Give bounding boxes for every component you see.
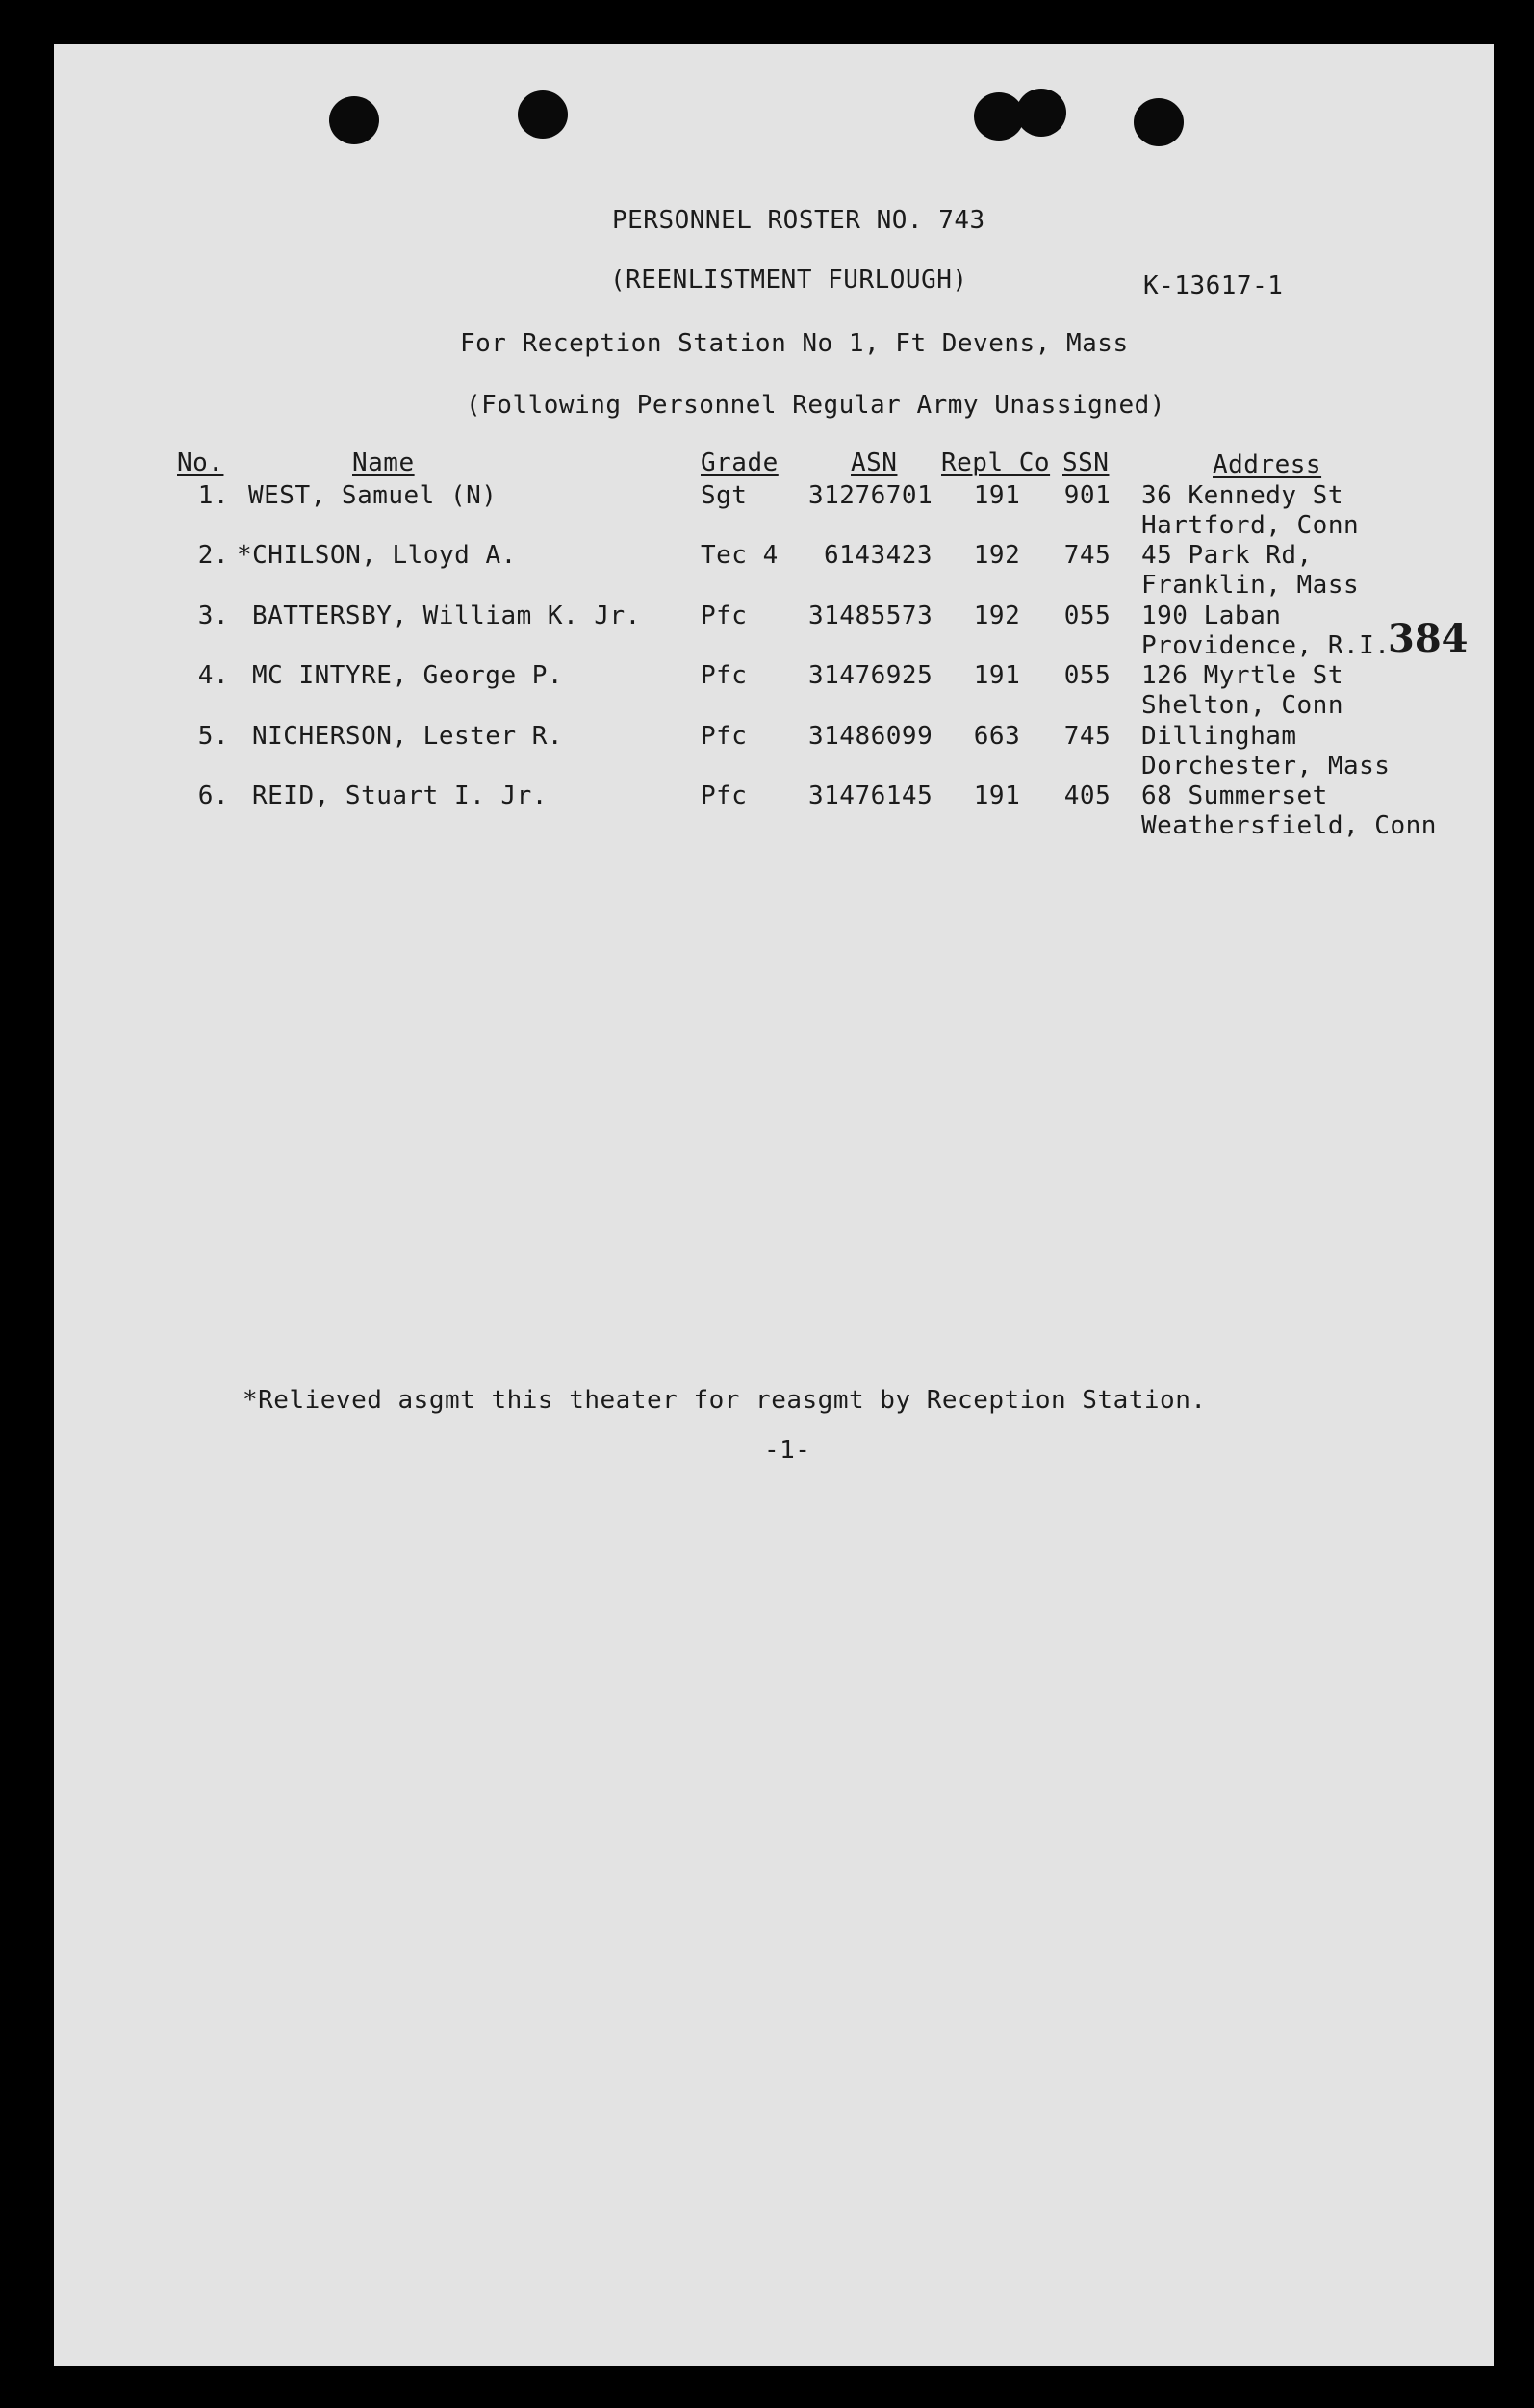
header-asn: ASN [851, 448, 898, 477]
row-grade: Pfc [701, 781, 748, 810]
roster-subtitle: (REENLISTMENT FURLOUGH) [610, 266, 968, 295]
row-asn: 6143423 [824, 541, 933, 570]
row-address-line-2: Providence, R.I. [1141, 631, 1391, 660]
row-name: BATTERSBY, William K. Jr. [252, 602, 641, 630]
row-address-line-1: 126 Myrtle St [1141, 661, 1343, 690]
row-ssn: 901 [1063, 481, 1112, 510]
row-repl-co: 192 [973, 602, 1021, 630]
punch-hole [1134, 98, 1184, 146]
row-repl-co: 192 [973, 541, 1021, 570]
header-address: Address [1213, 450, 1322, 479]
row-ssn: 055 [1063, 602, 1112, 630]
row-asn: 31486099 [808, 722, 933, 751]
punch-hole [518, 90, 568, 139]
punch-hole [329, 96, 379, 144]
row-grade: Sgt [701, 481, 748, 510]
row-name: NICHERSON, Lester R. [252, 722, 564, 751]
row-repl-co: 191 [973, 781, 1021, 810]
row-address-line-1: Dillingham [1141, 722, 1297, 751]
row-number: 4. [197, 661, 229, 690]
row-grade: Tec 4 [701, 541, 779, 570]
row-name: WEST, Samuel (N) [248, 481, 498, 510]
header-repl-co: Repl Co [941, 448, 1051, 477]
row-name: MC INTYRE, George P. [252, 661, 564, 690]
row-address-line-2: Weathersfield, Conn [1141, 811, 1437, 840]
row-address-line-2: Dorchester, Mass [1141, 752, 1391, 781]
row-number: 2. [197, 541, 229, 570]
row-grade: Pfc [701, 722, 748, 751]
reference-number: K-13617-1 [1143, 271, 1284, 300]
header-name: Name [352, 448, 415, 477]
unassigned-note: (Following Personnel Regular Army Unassigned) [466, 391, 1165, 420]
row-ssn: 745 [1063, 541, 1112, 570]
row-address-line-2: Shelton, Conn [1141, 691, 1343, 720]
row-address-line-1: 45 Park Rd, [1141, 541, 1313, 570]
row-address-line-1: 36 Kennedy St [1141, 481, 1343, 510]
row-grade: Pfc [701, 661, 748, 690]
roster-title: PERSONNEL ROSTER NO. 743 [612, 206, 985, 235]
row-asn: 31476925 [808, 661, 933, 690]
punch-hole [1016, 89, 1066, 137]
row-name: *CHILSON, Lloyd A. [237, 541, 517, 570]
header-ssn: SSN [1062, 448, 1110, 477]
station-line: For Reception Station No 1, Ft Devens, Mass [460, 329, 1129, 358]
row-address-line-2: Franklin, Mass [1141, 571, 1360, 600]
row-repl-co: 663 [973, 722, 1021, 751]
row-name: REID, Stuart I. Jr. [252, 781, 548, 810]
row-repl-co: 191 [973, 481, 1021, 510]
page-number: -1- [764, 1436, 811, 1465]
row-asn: 31485573 [808, 602, 933, 630]
row-ssn: 055 [1063, 661, 1112, 690]
row-address-line-2: Hartford, Conn [1141, 511, 1360, 540]
row-address-line-1: 68 Summerset [1141, 781, 1328, 810]
row-address-line-1: 190 Laban [1141, 602, 1282, 630]
row-repl-co: 191 [973, 661, 1021, 690]
row-number: 5. [197, 722, 229, 751]
row-number: 1. [197, 481, 229, 510]
header-grade: Grade [701, 448, 779, 477]
row-ssn: 745 [1063, 722, 1112, 751]
row-number: 3. [197, 602, 229, 630]
stamp-number: 384 [1388, 616, 1469, 661]
row-asn: 31276701 [808, 481, 933, 510]
row-asn: 31476145 [808, 781, 933, 810]
header-no: No. [177, 448, 224, 477]
footnote: *Relieved asgmt this theater for reasgmt by Reception Station. [243, 1386, 1207, 1415]
row-grade: Pfc [701, 602, 748, 630]
row-number: 6. [197, 781, 229, 810]
row-ssn: 405 [1063, 781, 1112, 810]
